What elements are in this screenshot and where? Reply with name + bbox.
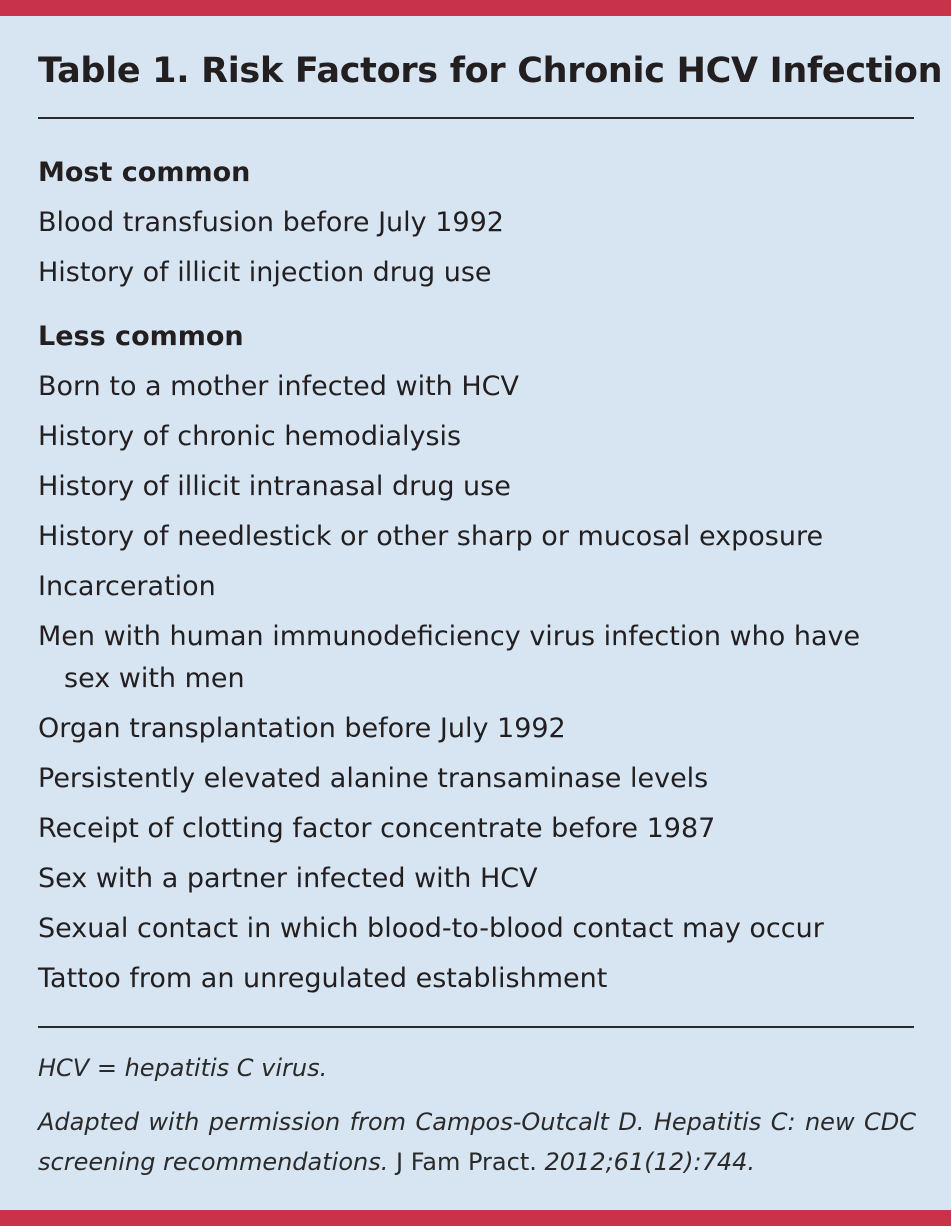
table-footnotes [38,1048,918,1182]
citation-details: 2012;61(12):744. [544,1148,756,1176]
list-item: History of illicit injection drug use [38,257,492,288]
top-accent-bar [0,0,951,16]
title-divider [38,117,914,119]
list-item: Receipt of clotting factor concentrate before 1987 [38,813,716,844]
table-title: Table 1. Risk Factors for Chronic HCV Infection [38,51,943,91]
list-item: Blood transfusion before July 1992 [38,207,504,238]
source-text: Adapted with permission from Campos-Outcalt D. Hepatitis C: new CDC screening recommendations. [38,1108,916,1176]
journal-name: J Fam Pract. [395,1148,537,1176]
table-body [38,148,918,1004]
list-item: Organ transplantation before July 1992 [38,713,566,744]
footer-divider [38,1026,914,1028]
section-heading-less-common: Less common [38,321,244,352]
list-item: Sexual contact in which blood-to-blood contact may occur [38,913,824,944]
list-item: History of needlestick or other sharp or mucosal exposure [38,521,824,552]
section-heading-most-common: Most common [38,157,251,188]
list-item: Persistently elevated alanine transaminase levels [38,763,709,794]
list-item: Men with human immunodeficiency virus infection who have sex with men [38,621,861,694]
bottom-accent-bar [0,1210,951,1226]
list-item: Incarceration [38,571,216,602]
list-item: Sex with a partner infected with HCV [38,863,538,894]
list-item: History of chronic hemodialysis [38,421,462,452]
list-item: History of illicit intranasal drug use [38,471,511,502]
abbreviation-note: HCV = hepatitis C virus. [38,1054,328,1082]
list-item: Tattoo from an unregulated establishment [38,963,608,994]
list-item: Born to a mother infected with HCV [38,371,519,402]
source-note [38,1102,916,1182]
